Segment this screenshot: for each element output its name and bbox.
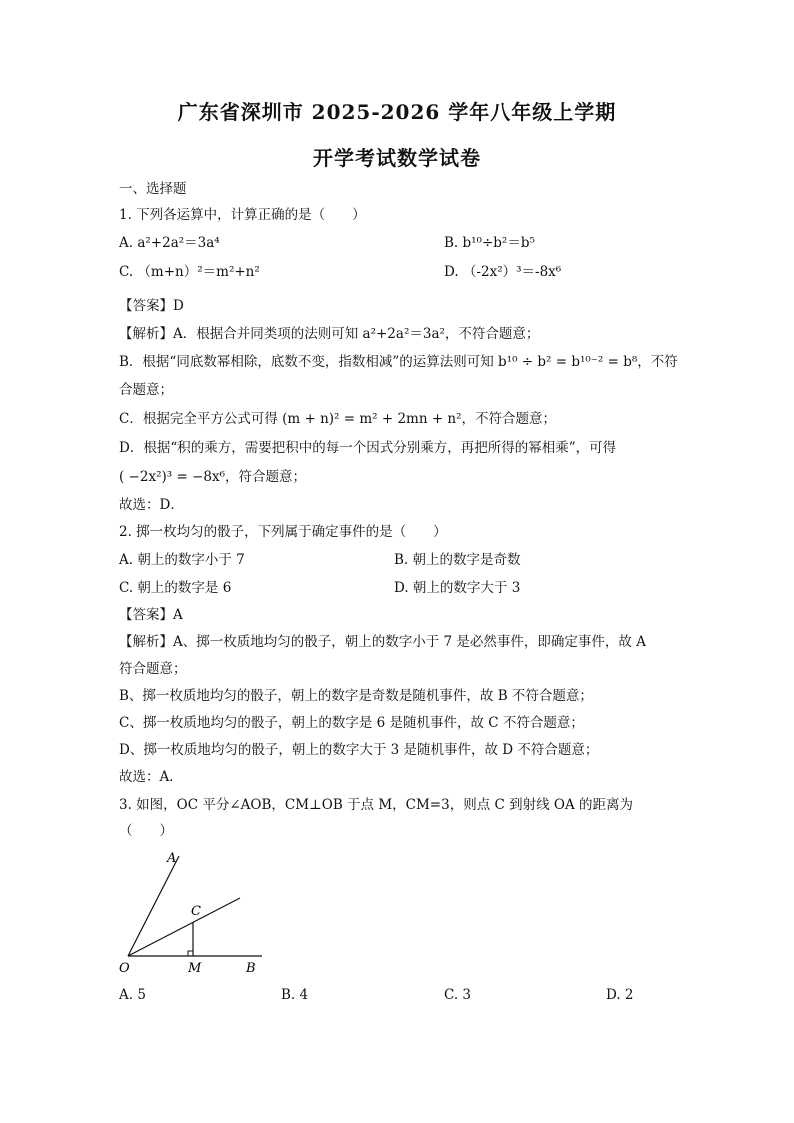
q2-analysis-line: 符合题意； <box>119 661 187 677</box>
ray-oa <box>128 856 179 956</box>
q2-answer: 【答案】A <box>119 607 183 623</box>
q1-analysis-line: C．根据完全平方公式可得 (m + n)² = m² + 2mn + n²，不符合题意； <box>119 411 557 427</box>
label-o: O <box>119 961 130 976</box>
label-b: B <box>246 961 256 976</box>
q2-analysis-line: C、掷一枚质地均匀的骰子，朝上的数字是 6 是随机事件，故 C 不符合题意； <box>119 715 584 731</box>
q3-option-c: C. 3 <box>444 987 472 1003</box>
section-heading: 一、选择题 <box>119 181 187 197</box>
q1-analysis-line: ( −2x²)³ = −8x⁶，符合题意； <box>119 469 306 485</box>
q2-stem: 2. 掷一枚均匀的骰子，下列属于确定事件的是（ ） <box>119 524 447 540</box>
q2-option-a: A. 朝上的数字小于 7 <box>119 552 245 568</box>
q2-option-b: B. 朝上的数字是奇数 <box>394 552 521 568</box>
q1-analysis-line: 合题意； <box>119 382 173 398</box>
q3-option-d: D. 2 <box>606 987 634 1003</box>
q2-option-d: D. 朝上的数字大于 3 <box>394 580 521 596</box>
q1-option-d: D. （-2x²）³＝-8x⁶ <box>444 264 562 280</box>
q3-stem: 3. 如图，OC 平分∠AOB，CM⊥OB 于点 M，CM=3，则点 C 到射线 OA 的距离为 <box>119 797 634 813</box>
q1-option-c: C. （m+n）²＝m²+n² <box>119 264 260 280</box>
right-angle-mark <box>188 951 193 956</box>
geometry-figure <box>112 846 272 978</box>
q1-option-b: B. b¹⁰÷b²＝b⁵ <box>444 235 535 251</box>
q3-option-b: B. 4 <box>281 987 309 1003</box>
q3-stem-bracket: （ ） <box>119 823 173 839</box>
q1-analysis-line: 故选：D． <box>119 497 184 513</box>
q1-answer: 【答案】D <box>119 298 184 314</box>
q2-analysis-line: B、掷一枚质地均匀的骰子，朝上的数字是奇数是随机事件，故 B 不符合题意； <box>119 688 593 704</box>
q1-analysis-line: D．根据“积的乘方，需要把积中的每一个因式分别乘方，再把所得的幂相乘”，可得 <box>119 440 617 456</box>
q2-option-c: C. 朝上的数字是 6 <box>119 580 232 596</box>
q1-analysis-line: 【解析】A．根据合并同类项的法则可知 a²+2a²＝3a²，不符合题意； <box>119 326 540 342</box>
page-subtitle: 开学考试数学试卷 <box>313 146 481 170</box>
q1-stem: 1. 下列各运算中，计算正确的是（ ） <box>119 207 366 223</box>
label-a: A <box>167 851 177 866</box>
q1-analysis-line: B．根据“同底数幂相除，底数不变，指数相减”的运算法则可知 b¹⁰ ÷ b² = b¹⁰⁻² = b⁸，不符 <box>119 354 678 370</box>
ray-oc <box>128 898 240 956</box>
q2-analysis-line: 故选：A． <box>119 769 183 785</box>
page-title: 广东省深圳市 2025-2026 学年八年级上学期 <box>177 100 617 124</box>
q3-option-a: A. 5 <box>119 987 146 1003</box>
q2-analysis-line: 【解析】A、掷一枚质地均匀的骰子，朝上的数字小于 7 是必然事件，即确定事件，故 A <box>119 634 646 650</box>
q2-analysis-line: D、掷一枚质地均匀的骰子，朝上的数字大于 3 是随机事件，故 D 不符合题意； <box>119 742 599 758</box>
label-m: M <box>188 961 202 976</box>
label-c: C <box>191 904 201 919</box>
q1-option-a: A. a²+2a²＝3a⁴ <box>119 235 220 251</box>
